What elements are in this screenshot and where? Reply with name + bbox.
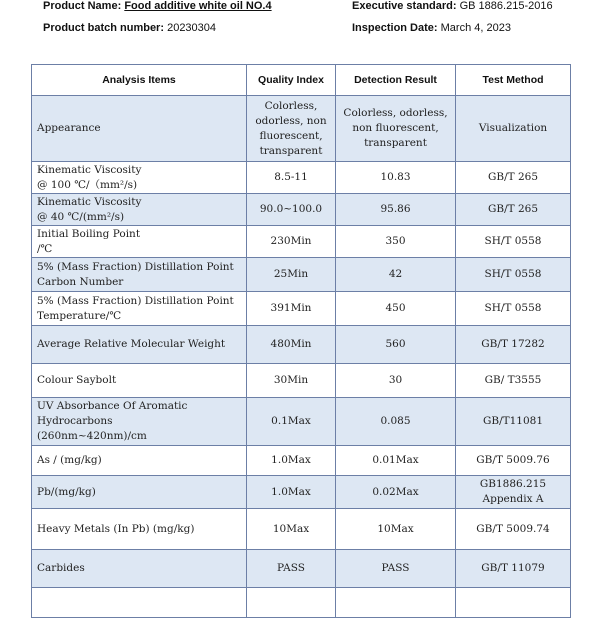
table-row [32, 162, 571, 194]
cell-analysis-item [32, 398, 247, 446]
table-row [32, 364, 571, 398]
cell-quality-index [247, 364, 336, 398]
table-row [32, 96, 571, 162]
cell-test-method [456, 509, 571, 550]
cell-analysis-item-line: Pb/(mg/kg) [37, 485, 96, 498]
cell-detection-result-line: 0.085 [380, 415, 411, 427]
cell-detection-result [336, 162, 456, 194]
cell-test-method [456, 364, 571, 398]
cell-test-method-line: GB/T 265 [487, 171, 539, 183]
executive-standard-line [352, 0, 553, 12]
cell-detection-result [336, 292, 456, 326]
cell-detection-result-line: 30 [388, 374, 403, 386]
table-row [32, 476, 571, 509]
cell-analysis-item [32, 509, 247, 550]
cell-test-method-line: GB/T 11079 [481, 562, 545, 574]
col-header-detection-result: Detection Result [336, 65, 456, 96]
cell-detection-result [336, 258, 456, 292]
cell-analysis-item-line: Temperature/℃ [37, 309, 122, 322]
cell-detection-result [336, 96, 456, 162]
cell-test-method-line: SH/T 0558 [484, 235, 542, 247]
cell-analysis-item [32, 364, 247, 398]
cell-quality-index [247, 550, 336, 588]
cell-analysis-item [32, 292, 247, 326]
cell-detection-result-line: non fluorescent, [352, 122, 439, 134]
cell-analysis-item [32, 326, 247, 364]
product-name-label: Product Name: [43, 0, 122, 12]
cell-test-method [456, 292, 571, 326]
cell-analysis-item-line: Carbon Number [37, 275, 124, 288]
cell-analysis-item-line: 5% (Mass Fraction) Distillation Point [37, 260, 234, 273]
cell-test-method-line: GB/T 5009.74 [476, 522, 550, 535]
cell-detection-result-line: 0.02Max [372, 485, 419, 498]
cell-test-method-line: Appendix A [482, 493, 544, 505]
cell-quality-index-line: 8.5-11 [274, 171, 308, 183]
cell-analysis-item-line: Kinematic Viscosity [37, 163, 142, 176]
table-header-row [32, 65, 571, 96]
executive-standard-value: GB 1886.215-2016 [459, 0, 553, 12]
cell-quality-index-line: 230Min [270, 235, 312, 247]
cell-quality-index [247, 398, 336, 446]
cell-quality-index-line: 10Max [272, 522, 310, 535]
cell-quality-index-line: 480Min [270, 338, 312, 350]
cell-analysis-item-line: 5% (Mass Fraction) Distillation Point [37, 294, 234, 307]
cell-detection-result [336, 550, 456, 588]
cell-detection-result [336, 446, 456, 476]
cell-analysis-item-line: As / (mg/kg) [37, 454, 102, 466]
cell-test-method [456, 398, 571, 446]
cell-analysis-item-line: Hydrocarbons [37, 415, 113, 427]
table-row [32, 550, 571, 588]
batch-number-label: Product batch number: [43, 22, 165, 34]
table-body [32, 96, 571, 618]
cell-test-method [456, 162, 571, 194]
col-header-quality-index: Quality Index [247, 65, 336, 96]
cell-analysis-item-line: Colour Saybolt [37, 374, 117, 386]
cell-detection-result-line: transparent [364, 137, 427, 149]
cell-quality-index-line: 0.1Max [271, 415, 311, 427]
cell-quality-index-line: fluorescent, [259, 129, 323, 142]
cell-test-method [456, 326, 571, 364]
cell-analysis-item-line: Carbides [37, 562, 85, 574]
inspection-date-label: Inspection Date: [352, 22, 438, 34]
cell-test-method-line: SH/T 0558 [484, 302, 542, 314]
cell-test-method-line: GB1886.215 [479, 478, 547, 490]
table-row [32, 292, 571, 326]
cell-quality-index-line: 1.0Max [271, 454, 311, 466]
cell-detection-result-line: Colorless, odorless, [343, 107, 448, 119]
col-header-analysis-items: Analysis Items [32, 65, 247, 96]
cell-test-method-line: GB/ T3555 [484, 374, 542, 386]
cell-test-method-line: GB/T 265 [487, 203, 539, 215]
table-row [32, 509, 571, 550]
table-row [32, 226, 571, 258]
cell-detection-result-line: 10Max [377, 522, 414, 535]
cell-quality-index [247, 588, 336, 618]
cell-test-method [456, 96, 571, 162]
table-row [32, 194, 571, 226]
cell-test-method [456, 588, 571, 618]
cell-analysis-item [32, 550, 247, 588]
cell-detection-result-line: 10.83 [380, 171, 411, 183]
cell-quality-index-line: transparent [259, 144, 323, 157]
cell-detection-result-line: 450 [385, 302, 406, 314]
table-row [32, 588, 571, 618]
cell-quality-index [247, 258, 336, 292]
cell-analysis-item-line: Heavy Metals (In Pb) (mg/kg) [37, 522, 195, 535]
batch-number-line [43, 22, 216, 34]
cell-test-method [456, 476, 571, 509]
cell-test-method-line: GB/T 5009.76 [476, 454, 550, 466]
col-header-test-method: Test Method [456, 65, 571, 96]
cell-quality-index-line: Colorless, [264, 99, 318, 112]
cell-quality-index [247, 96, 336, 162]
cell-analysis-item-line: Average Relative Molecular Weight [37, 338, 226, 350]
cell-detection-result [336, 509, 456, 550]
cell-quality-index-line: 391Min [270, 302, 312, 314]
cell-quality-index [247, 509, 336, 550]
cell-test-method [456, 226, 571, 258]
table-row [32, 398, 571, 446]
cell-quality-index-line: 90.0~100.0 [259, 203, 323, 215]
cell-analysis-item-line: UV Absorbance Of Aromatic [37, 400, 188, 412]
cell-quality-index [247, 446, 336, 476]
cell-detection-result [336, 364, 456, 398]
cell-quality-index [247, 292, 336, 326]
cell-test-method-line: SH/T 0558 [484, 268, 542, 280]
cell-analysis-item [32, 258, 247, 292]
cell-analysis-item [32, 162, 247, 194]
cell-detection-result [336, 194, 456, 226]
cell-test-method-line: GB/T 17282 [481, 338, 545, 350]
cell-quality-index-line: 30Min [273, 374, 309, 386]
cell-analysis-item-line: @ 100 ℃/（mm²/s) [37, 178, 138, 191]
inspection-date-value: March 4, 2023 [440, 22, 511, 34]
cell-detection-result-line: 350 [385, 235, 406, 247]
cell-test-method [456, 258, 571, 292]
cell-quality-index [247, 226, 336, 258]
cell-detection-result-line: 560 [385, 338, 406, 350]
cell-test-method-line: GB/T11081 [482, 415, 544, 427]
cell-analysis-item [32, 194, 247, 226]
cell-analysis-item-line: /℃ [37, 242, 53, 255]
product-name-value: Food additive white oil NO.4 [124, 0, 272, 12]
table-row [32, 446, 571, 476]
cell-analysis-item [32, 588, 247, 618]
cell-analysis-item [32, 226, 247, 258]
cell-detection-result-line: 95.86 [380, 203, 411, 215]
cell-quality-index [247, 476, 336, 509]
inspection-date-line [352, 22, 511, 34]
cell-test-method [456, 446, 571, 476]
cell-quality-index [247, 194, 336, 226]
cell-quality-index [247, 326, 336, 364]
cell-quality-index-line: 25Min [273, 268, 309, 280]
cell-analysis-item-line: Kinematic Viscosity [37, 195, 142, 208]
cell-analysis-item [32, 476, 247, 509]
cell-analysis-item-line: @ 40 ℃/(mm²/s) [37, 210, 125, 223]
cell-test-method [456, 550, 571, 588]
batch-number-value: 20230304 [167, 22, 217, 34]
cell-quality-index-line: 1.0Max [271, 485, 311, 498]
cell-detection-result [336, 588, 456, 618]
cell-quality-index [247, 162, 336, 194]
cell-test-method-line: Visualization [478, 122, 548, 134]
product-name-line [43, 0, 272, 12]
cell-analysis-item-line: Appearance [37, 122, 101, 134]
table-row [32, 326, 571, 364]
executive-standard-label: Executive standard: [352, 0, 457, 12]
cell-analysis-item [32, 446, 247, 476]
cell-test-method [456, 194, 571, 226]
cell-analysis-item [32, 96, 247, 162]
cell-detection-result-line: 42 [388, 268, 403, 280]
cell-analysis-item-line: (260nm~420nm)/cm [37, 430, 147, 442]
table-row [32, 258, 571, 292]
cell-analysis-item-line: Initial Boiling Point [37, 227, 141, 240]
analysis-table [31, 64, 571, 618]
cell-quality-index-line: odorless, non [255, 114, 327, 127]
cell-detection-result [336, 398, 456, 446]
cell-detection-result-line: PASS [381, 562, 410, 574]
cell-detection-result-line: 0.01Max [372, 454, 419, 466]
cell-quality-index-line: PASS [277, 562, 305, 574]
cell-detection-result [336, 326, 456, 364]
cell-detection-result [336, 476, 456, 509]
cell-detection-result [336, 226, 456, 258]
